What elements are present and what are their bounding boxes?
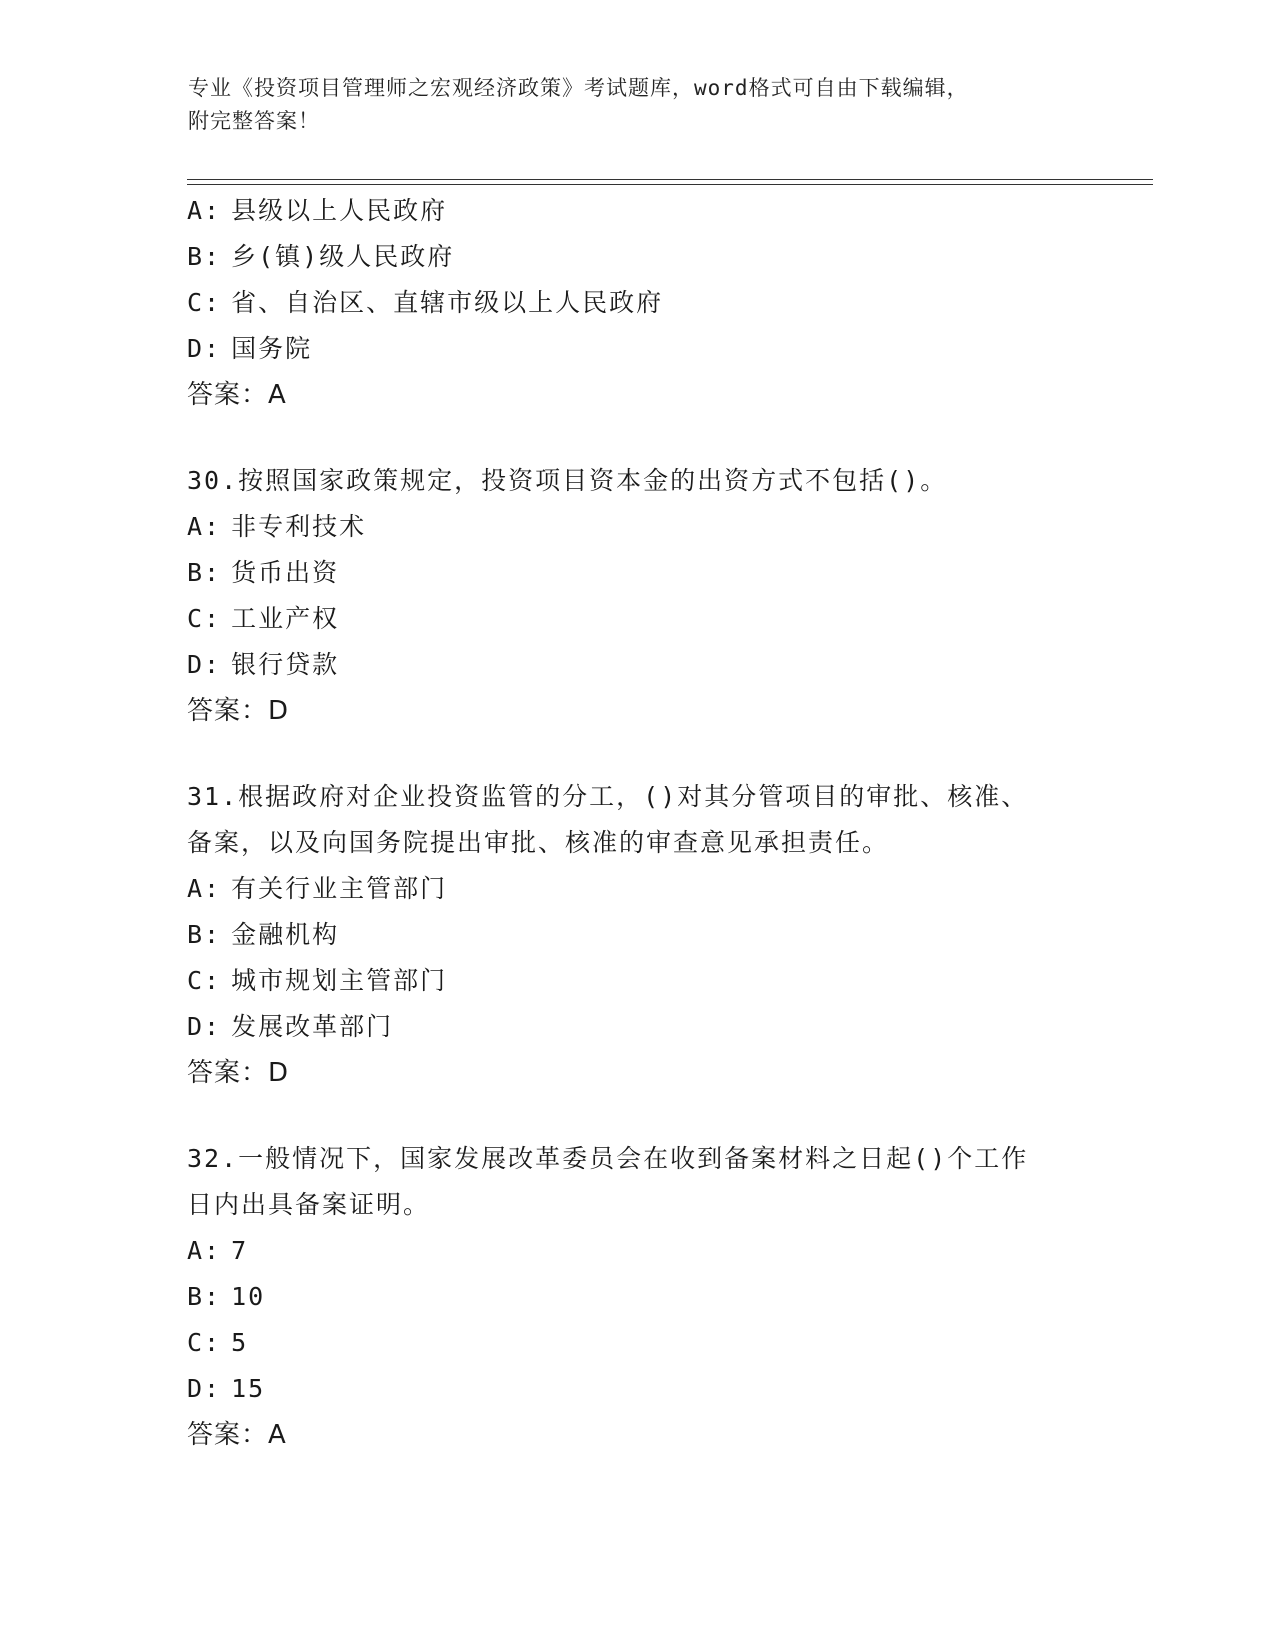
question-30 [187, 458, 1087, 734]
document-header [188, 72, 1088, 138]
question-31 [187, 774, 1087, 1096]
answer-line: 答案：A [187, 1420, 287, 1450]
header-divider-top [187, 179, 1153, 180]
option-b: B: 金融机构 [187, 920, 340, 949]
question-stem-line-1: 32.一般情况下，国家发展改革委员会在收到备案材料之日起()个工作 [187, 1144, 1029, 1173]
question-list [187, 188, 1087, 1458]
option-d: D: 发展改革部门 [187, 1012, 394, 1041]
answer-line: 答案：D [187, 696, 290, 726]
question-stem: 30.按照国家政策规定，投资项目资本金的出资方式不包括()。 [187, 466, 948, 495]
header-line-2: 附完整答案！ [188, 109, 320, 133]
question-32 [187, 1136, 1087, 1458]
question-stem-line-2: 日内出具备案证明。 [187, 1190, 431, 1219]
option-b: B: 乡(镇)级人民政府 [187, 242, 455, 271]
answer-line: 答案：A [187, 380, 287, 410]
option-a: A: 县级以上人民政府 [187, 196, 448, 225]
option-a: A: 有关行业主管部门 [187, 874, 448, 903]
question-29-continued [187, 188, 1087, 418]
option-b: B: 10 [187, 1282, 266, 1311]
option-c: C: 省、自治区、直辖市级以上人民政府 [187, 288, 664, 317]
header-divider-bottom [187, 184, 1153, 185]
option-d: D: 银行贷款 [187, 650, 340, 679]
question-stem-line-1: 31.根据政府对企业投资监管的分工，()对其分管项目的审批、核准、 [187, 782, 1029, 811]
option-b: B: 货币出资 [187, 558, 340, 587]
question-stem-line-2: 备案，以及向国务院提出审批、核准的审查意见承担责任。 [187, 828, 890, 857]
option-c: C: 工业产权 [187, 604, 340, 633]
option-d: D: 国务院 [187, 334, 313, 363]
option-a: A: 非专利技术 [187, 512, 367, 541]
option-c: C: 城市规划主管部门 [187, 966, 448, 995]
option-c: C: 5 [187, 1328, 249, 1357]
answer-line: 答案：D [187, 1058, 290, 1088]
option-a: A: 7 [187, 1236, 249, 1265]
header-line-1: 专业《投资项目管理师之宏观经济政策》考试题库，word格式可自由下载编辑， [188, 76, 969, 100]
option-d: D: 15 [187, 1374, 266, 1403]
